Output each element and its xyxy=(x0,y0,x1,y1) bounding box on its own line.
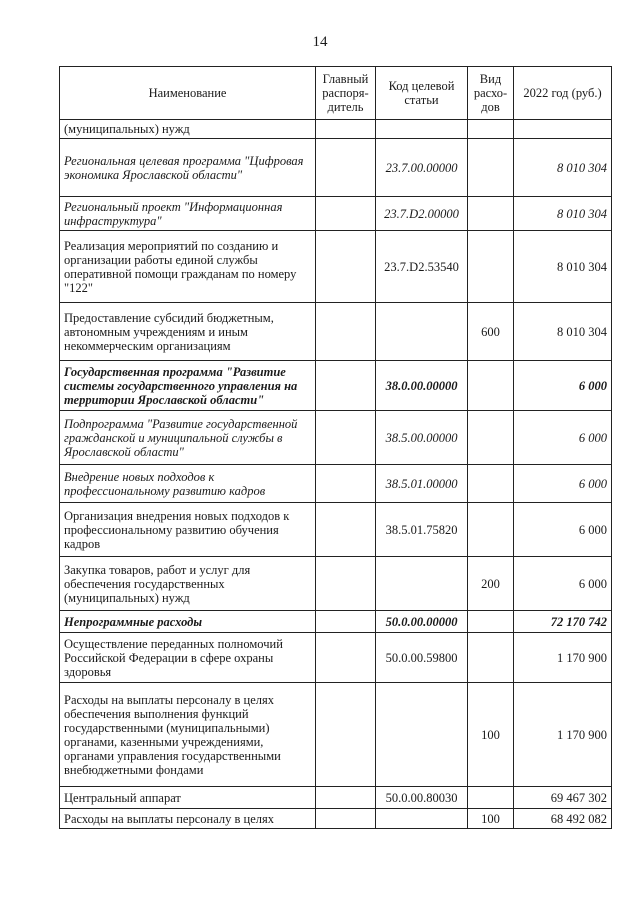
cell-code: 50.0.00.00000 xyxy=(376,611,468,633)
cell-code: 38.5.01.00000 xyxy=(376,465,468,503)
cell-kind xyxy=(468,231,514,303)
cell-admin xyxy=(316,465,376,503)
cell-amount xyxy=(514,120,612,139)
table-row xyxy=(60,139,612,197)
column-header-admin: Главный распоря- дитель xyxy=(316,67,376,120)
cell-code xyxy=(376,683,468,787)
cell-name: Государственная программа "Развитие системы государственного управления на территории Ярославской области" xyxy=(60,361,316,411)
cell-kind xyxy=(468,465,514,503)
cell-kind xyxy=(468,197,514,231)
column-header-kind: Вид расхо- дов xyxy=(468,67,514,120)
cell-amount: 8 010 304 xyxy=(514,303,612,361)
cell-name: Региональная целевая программа "Цифровая экономика Ярославской области" xyxy=(60,139,316,197)
table-row xyxy=(60,611,612,633)
page-number: 14 xyxy=(312,34,328,50)
cell-kind: 200 xyxy=(468,557,514,611)
cell-name: Организация внедрения новых подходов к профессиональному развитию обучения кадров xyxy=(60,503,316,557)
cell-admin xyxy=(316,633,376,683)
cell-kind xyxy=(468,503,514,557)
table-row xyxy=(60,683,612,787)
cell-amount: 68 492 082 xyxy=(514,809,612,829)
table-row xyxy=(60,787,612,809)
cell-admin xyxy=(316,787,376,809)
cell-code: 38.5.00.00000 xyxy=(376,411,468,465)
cell-kind xyxy=(468,139,514,197)
column-header-name: Наименование xyxy=(60,67,316,120)
cell-name: Реализация мероприятий по созданию и организации работы единой службы оперативной помощи гражданам по номеру "122" xyxy=(60,231,316,303)
cell-code: 38.5.01.75820 xyxy=(376,503,468,557)
table-row xyxy=(60,411,612,465)
cell-name: Региональный проект "Информационная инфраструктура" xyxy=(60,197,316,231)
cell-admin xyxy=(316,197,376,231)
cell-name: Внедрение новых подходов к профессиональному развитию кадров xyxy=(60,465,316,503)
cell-code xyxy=(376,303,468,361)
cell-kind xyxy=(468,361,514,411)
cell-code: 23.7.00.00000 xyxy=(376,139,468,197)
cell-kind: 600 xyxy=(468,303,514,361)
table-row xyxy=(60,503,612,557)
cell-name: Непрограммные расходы xyxy=(60,611,316,633)
cell-admin xyxy=(316,231,376,303)
table-row xyxy=(60,633,612,683)
cell-code: 50.0.00.80030 xyxy=(376,787,468,809)
cell-amount: 72 170 742 xyxy=(514,611,612,633)
cell-name: Расходы на выплаты персоналу в целях xyxy=(60,809,316,829)
cell-admin xyxy=(316,139,376,197)
cell-admin xyxy=(316,361,376,411)
cell-code: 50.0.00.59800 xyxy=(376,633,468,683)
cell-admin xyxy=(316,611,376,633)
cell-amount: 69 467 302 xyxy=(514,787,612,809)
cell-amount: 6 000 xyxy=(514,557,612,611)
cell-amount: 6 000 xyxy=(514,465,612,503)
cell-kind: 100 xyxy=(468,809,514,829)
cell-admin xyxy=(316,557,376,611)
budget-table xyxy=(59,66,612,829)
cell-kind xyxy=(468,611,514,633)
cell-admin xyxy=(316,809,376,829)
table-row xyxy=(60,197,612,231)
cell-name: Закупка товаров, работ и услуг для обеспечения государственных (муниципальных) нужд xyxy=(60,557,316,611)
cell-name: (муниципальных) нужд xyxy=(60,120,316,139)
cell-amount: 1 170 900 xyxy=(514,633,612,683)
cell-name: Подпрограмма "Развитие государственной гражданской и муниципальной службы в Ярославской области" xyxy=(60,411,316,465)
table-row xyxy=(60,809,612,829)
cell-name: Осуществление переданных полномочий Российской Федерации в сфере охраны здоровья xyxy=(60,633,316,683)
column-header-amount: 2022 год (руб.) xyxy=(514,67,612,120)
cell-kind xyxy=(468,787,514,809)
cell-code: 38.0.00.00000 xyxy=(376,361,468,411)
cell-amount: 8 010 304 xyxy=(514,139,612,197)
cell-admin xyxy=(316,503,376,557)
cell-amount: 6 000 xyxy=(514,361,612,411)
cell-kind: 100 xyxy=(468,683,514,787)
cell-kind xyxy=(468,633,514,683)
cell-kind xyxy=(468,411,514,465)
table-header-row xyxy=(60,67,612,120)
cell-code xyxy=(376,809,468,829)
cell-admin xyxy=(316,120,376,139)
cell-name: Предоставление субсидий бюджетным, автономным учреждениям и иным некоммерческим организациям xyxy=(60,303,316,361)
cell-amount: 8 010 304 xyxy=(514,231,612,303)
cell-code xyxy=(376,557,468,611)
cell-amount: 1 170 900 xyxy=(514,683,612,787)
table-row xyxy=(60,303,612,361)
column-header-code: Код целевой статьи xyxy=(376,67,468,120)
table-row xyxy=(60,465,612,503)
cell-code: 23.7.D2.53540 xyxy=(376,231,468,303)
cell-admin xyxy=(316,683,376,787)
cell-admin xyxy=(316,303,376,361)
table-row xyxy=(60,231,612,303)
table-row xyxy=(60,120,612,139)
cell-admin xyxy=(316,411,376,465)
cell-amount: 8 010 304 xyxy=(514,197,612,231)
cell-code xyxy=(376,120,468,139)
cell-amount: 6 000 xyxy=(514,411,612,465)
table-row xyxy=(60,557,612,611)
cell-amount: 6 000 xyxy=(514,503,612,557)
cell-name: Расходы на выплаты персоналу в целях обеспечения выполнения функций государственными (муниципальными) органами, казенными учреждениями, органами управления государственными внебюджетными фондами xyxy=(60,683,316,787)
cell-kind xyxy=(468,120,514,139)
cell-name: Центральный аппарат xyxy=(60,787,316,809)
cell-code: 23.7.D2.00000 xyxy=(376,197,468,231)
table-row xyxy=(60,361,612,411)
